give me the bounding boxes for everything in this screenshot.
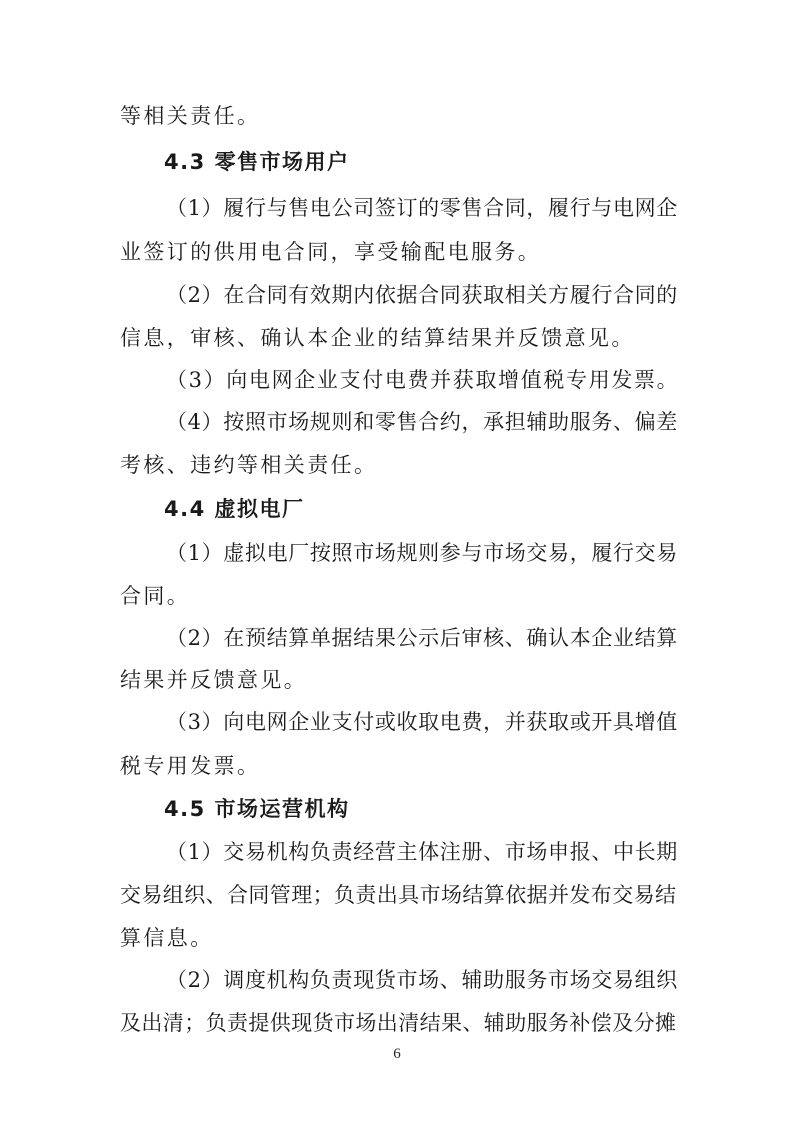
section-heading-4-4: 4.4 虚拟电厂 [164,497,305,521]
paragraph-line: 及出清；负责提供现货市场出清结果、辅助服务补偿及分摊 [120,1011,677,1035]
paragraph-line: 算信息。 [120,926,214,950]
paragraph-line: 业签订的供用电合同，享受输配电服务。 [120,240,542,264]
paragraph-line: （1）虚拟电厂按照市场规则参与市场交易，履行交易 [166,541,678,565]
paragraph-line: 等相关责任。 [120,104,261,128]
section-heading-4-5: 4.5 市场运营机构 [164,797,350,821]
paragraph-line: （4）按照市场规则和零售合约，承担辅助服务、偏差 [166,410,678,434]
page-number: 6 [393,1046,401,1062]
paragraph-line: 考核、违约等相关责任。 [120,453,378,477]
paragraph-line: 结果并反馈意见。 [120,668,308,692]
section-heading-4-3: 4.3 零售市场用户 [164,150,350,174]
paragraph-line: （1）履行与售电公司签订的零售合同，履行与电网企 [166,196,678,220]
paragraph-line: （3）向电网企业支付或收取电费，并获取或开具增值 [166,710,678,734]
paragraph-line: （2）在预结算单据结果公示后审核、确认本企业结算 [166,626,678,650]
paragraph-line: （1）交易机构负责经营主体注册、市场申报、中长期 [166,840,678,864]
paragraph-line: 信息，审核、确认本企业的结算结果并反馈意见。 [120,326,635,350]
paragraph-line: （3）向电网企业支付电费并获取增值税专用发票。 [166,368,680,392]
paragraph-line: 税专用发票。 [120,754,261,778]
paragraph-line: 合同。 [120,584,191,608]
paragraph-line: （2）调度机构负责现货市场、辅助服务市场交易组织 [166,968,678,992]
paragraph-line: 交易组织、合同管理；负责出具市场结算依据并发布交易结 [120,883,677,907]
paragraph-line: （2）在合同有效期内依据合同获取相关方履行合同的 [166,283,678,307]
